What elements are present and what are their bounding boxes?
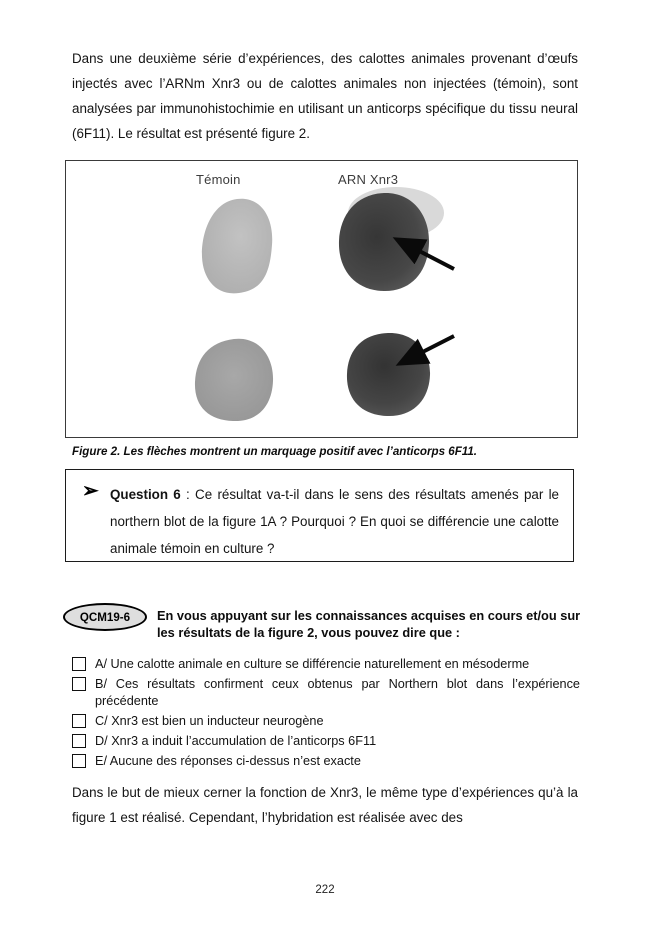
- checkbox-option-d[interactable]: [72, 734, 86, 748]
- question-arrow-icon: ➢: [82, 480, 99, 502]
- question-6-body: : Ce résultat va-t-il dans le sens des résultats amenés par le northern blot de la figure 1A ? Pourquoi ? En quoi se différencie une calotte animale témoin en culture ?: [110, 487, 559, 556]
- checkbox-option-a[interactable]: [72, 657, 86, 671]
- option-e-label: E/ Aucune des réponses ci-dessus n’est exacte: [95, 753, 361, 768]
- qcm-badge: QCM19-6: [63, 603, 147, 631]
- question-6-label: Question 6: [110, 487, 181, 502]
- injected-cap-bottom: [347, 333, 430, 416]
- page-number: 222: [315, 884, 335, 896]
- checkbox-option-e[interactable]: [72, 754, 86, 768]
- checkbox-option-c[interactable]: [72, 714, 86, 728]
- qcm-option-b: [72, 676, 580, 709]
- option-c-label: C/ Xnr3 est bien un inducteur neurogène: [95, 713, 324, 728]
- qcm-option-d: [72, 733, 580, 750]
- closing-paragraph: Dans le but de mieux cerner la fonction de Xnr3, le même type d’expériences qu’à la figure 1 est réalisé. Cependant, l’hybridation est réalisée avec des: [72, 785, 578, 825]
- animal-caps-illustration: [66, 161, 577, 437]
- intro-paragraph: Dans une deuxième série d’expériences, des calottes animales provenant d’œufs injectés avec l’ARNm Xnr3 ou de calottes animales non injectées (témoin), sont analysées par immunohistochimie en utilisant un anticorps spécifique du tissu neural (6F11). Le résultat est présenté figure 2.: [72, 51, 578, 141]
- control-cap-bottom: [195, 339, 273, 421]
- checkbox-option-b[interactable]: [72, 677, 86, 691]
- figure-column-label-temoin: Témoin: [196, 172, 241, 187]
- figure-2-panel: [65, 160, 578, 438]
- qcm-option-c: [72, 713, 580, 730]
- qcm-options-list: [72, 656, 580, 773]
- figure-2-caption: Figure 2. Les flèches montrent un marquage positif avec l’anticorps 6F11.: [72, 445, 478, 458]
- option-a-label: A/ Une calotte animale en culture se différencie naturellement en mésoderme: [95, 657, 530, 671]
- injected-cap-top: [339, 193, 429, 291]
- control-cap-top: [202, 199, 272, 294]
- qcm-option-a: [72, 656, 580, 673]
- qcm-prompt: En vous appuyant sur les connaissances acquises en cours et/ou sur les résultats de la figure 2, vous pouvez dire que :: [157, 608, 581, 640]
- question-6-box: [65, 469, 574, 562]
- option-b-label: B/ Ces résultats confirment ceux obtenus par Northern blot dans l’expérience précédente: [95, 677, 580, 708]
- qcm-option-e: [72, 753, 580, 770]
- question-6-text: [110, 481, 559, 562]
- option-d-label: D/ Xnr3 a induit l’accumulation de l’anticorps 6F11: [95, 733, 377, 748]
- figure-column-label-arn-xnr3: ARN Xnr3: [338, 172, 399, 187]
